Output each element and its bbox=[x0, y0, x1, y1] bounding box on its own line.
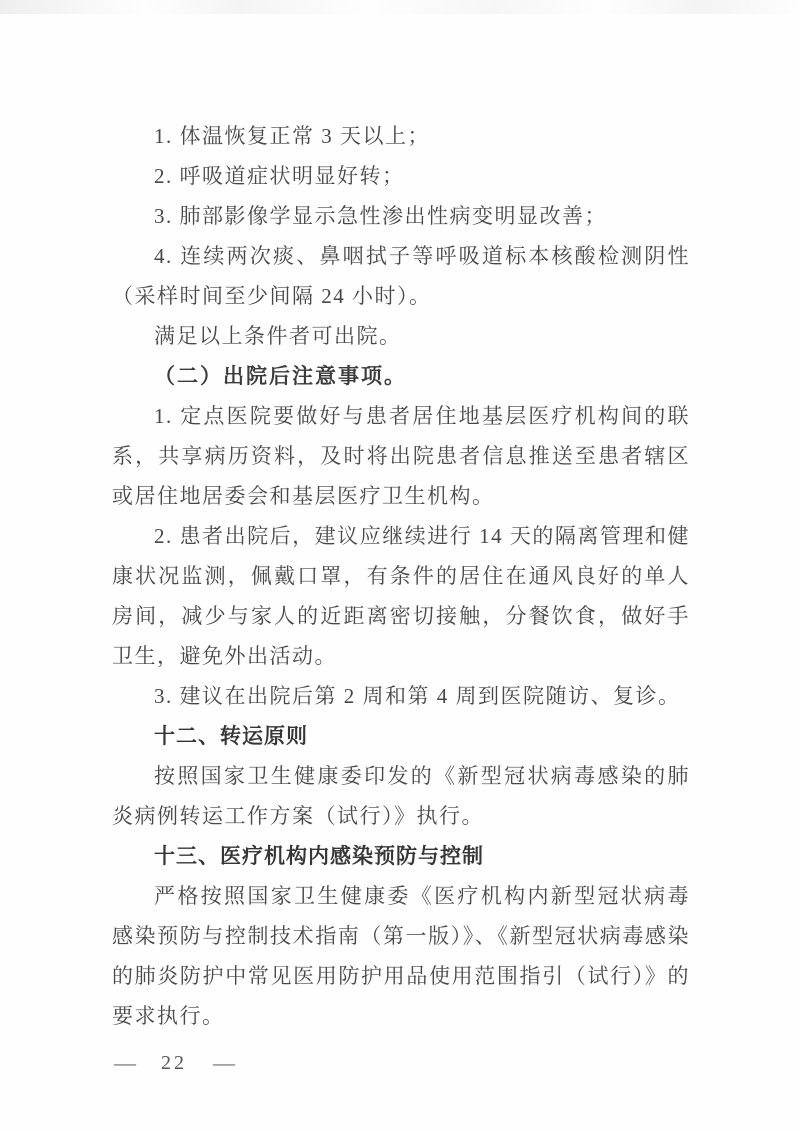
paragraph: 按照国家卫生健康委印发的《新型冠状病毒感染的肺炎病例转运工作方案（试行）》执行。 bbox=[112, 764, 690, 828]
footer-dash-left: — bbox=[114, 1050, 135, 1075]
list-item: 1. 定点医院要做好与患者居住地基层医疗机构间的联系，共享病历资料，及时将出院患者信息推送至患者辖区或居住地居委会和基层医疗卫生机构。 bbox=[112, 404, 690, 508]
footer-dash-right: — bbox=[213, 1050, 234, 1075]
document-body bbox=[112, 116, 690, 1036]
paragraph: 严格按照国家卫生健康委《医疗机构内新型冠状病毒感染预防与控制技术指南（第一版）》、《新型冠状病毒感染的肺炎防护中常见医用防护用品使用范围指引（试行）》的要求执行。 bbox=[112, 884, 690, 1028]
page-number: 22 bbox=[161, 1051, 187, 1074]
subsection-heading: （二）出院后注意事项。 bbox=[154, 364, 407, 388]
list-item: 4. 连续两次痰、鼻咽拭子等呼吸道标本核酸检测阴性（采样时间至少间隔 24 小时）。 bbox=[112, 244, 690, 308]
page-footer bbox=[114, 1050, 234, 1076]
list-item: 1. 体温恢复正常 3 天以上； bbox=[154, 124, 430, 148]
section-heading: 十三、医疗机构内感染预防与控制 bbox=[154, 844, 484, 868]
paragraph: 满足以上条件者可出院。 bbox=[154, 324, 402, 348]
list-item: 2. 呼吸道症状明显好转； bbox=[154, 164, 405, 188]
list-item: 3. 建议在出院后第 2 周和第 4 周到医院随访、复诊。 bbox=[154, 684, 681, 708]
section-heading: 十二、转运原则 bbox=[154, 724, 308, 748]
scan-artifact bbox=[0, 0, 800, 14]
list-item: 3. 肺部影像学显示急性渗出性病变明显改善； bbox=[154, 204, 607, 228]
list-item: 2. 患者出院后，建议应继续进行 14 天的隔离管理和健康状况监测，佩戴口罩，有条件的居住在通风良好的单人房间，减少与家人的近距离密切接触，分餐饮食，做好手卫生，避免外出活动。 bbox=[112, 524, 690, 668]
